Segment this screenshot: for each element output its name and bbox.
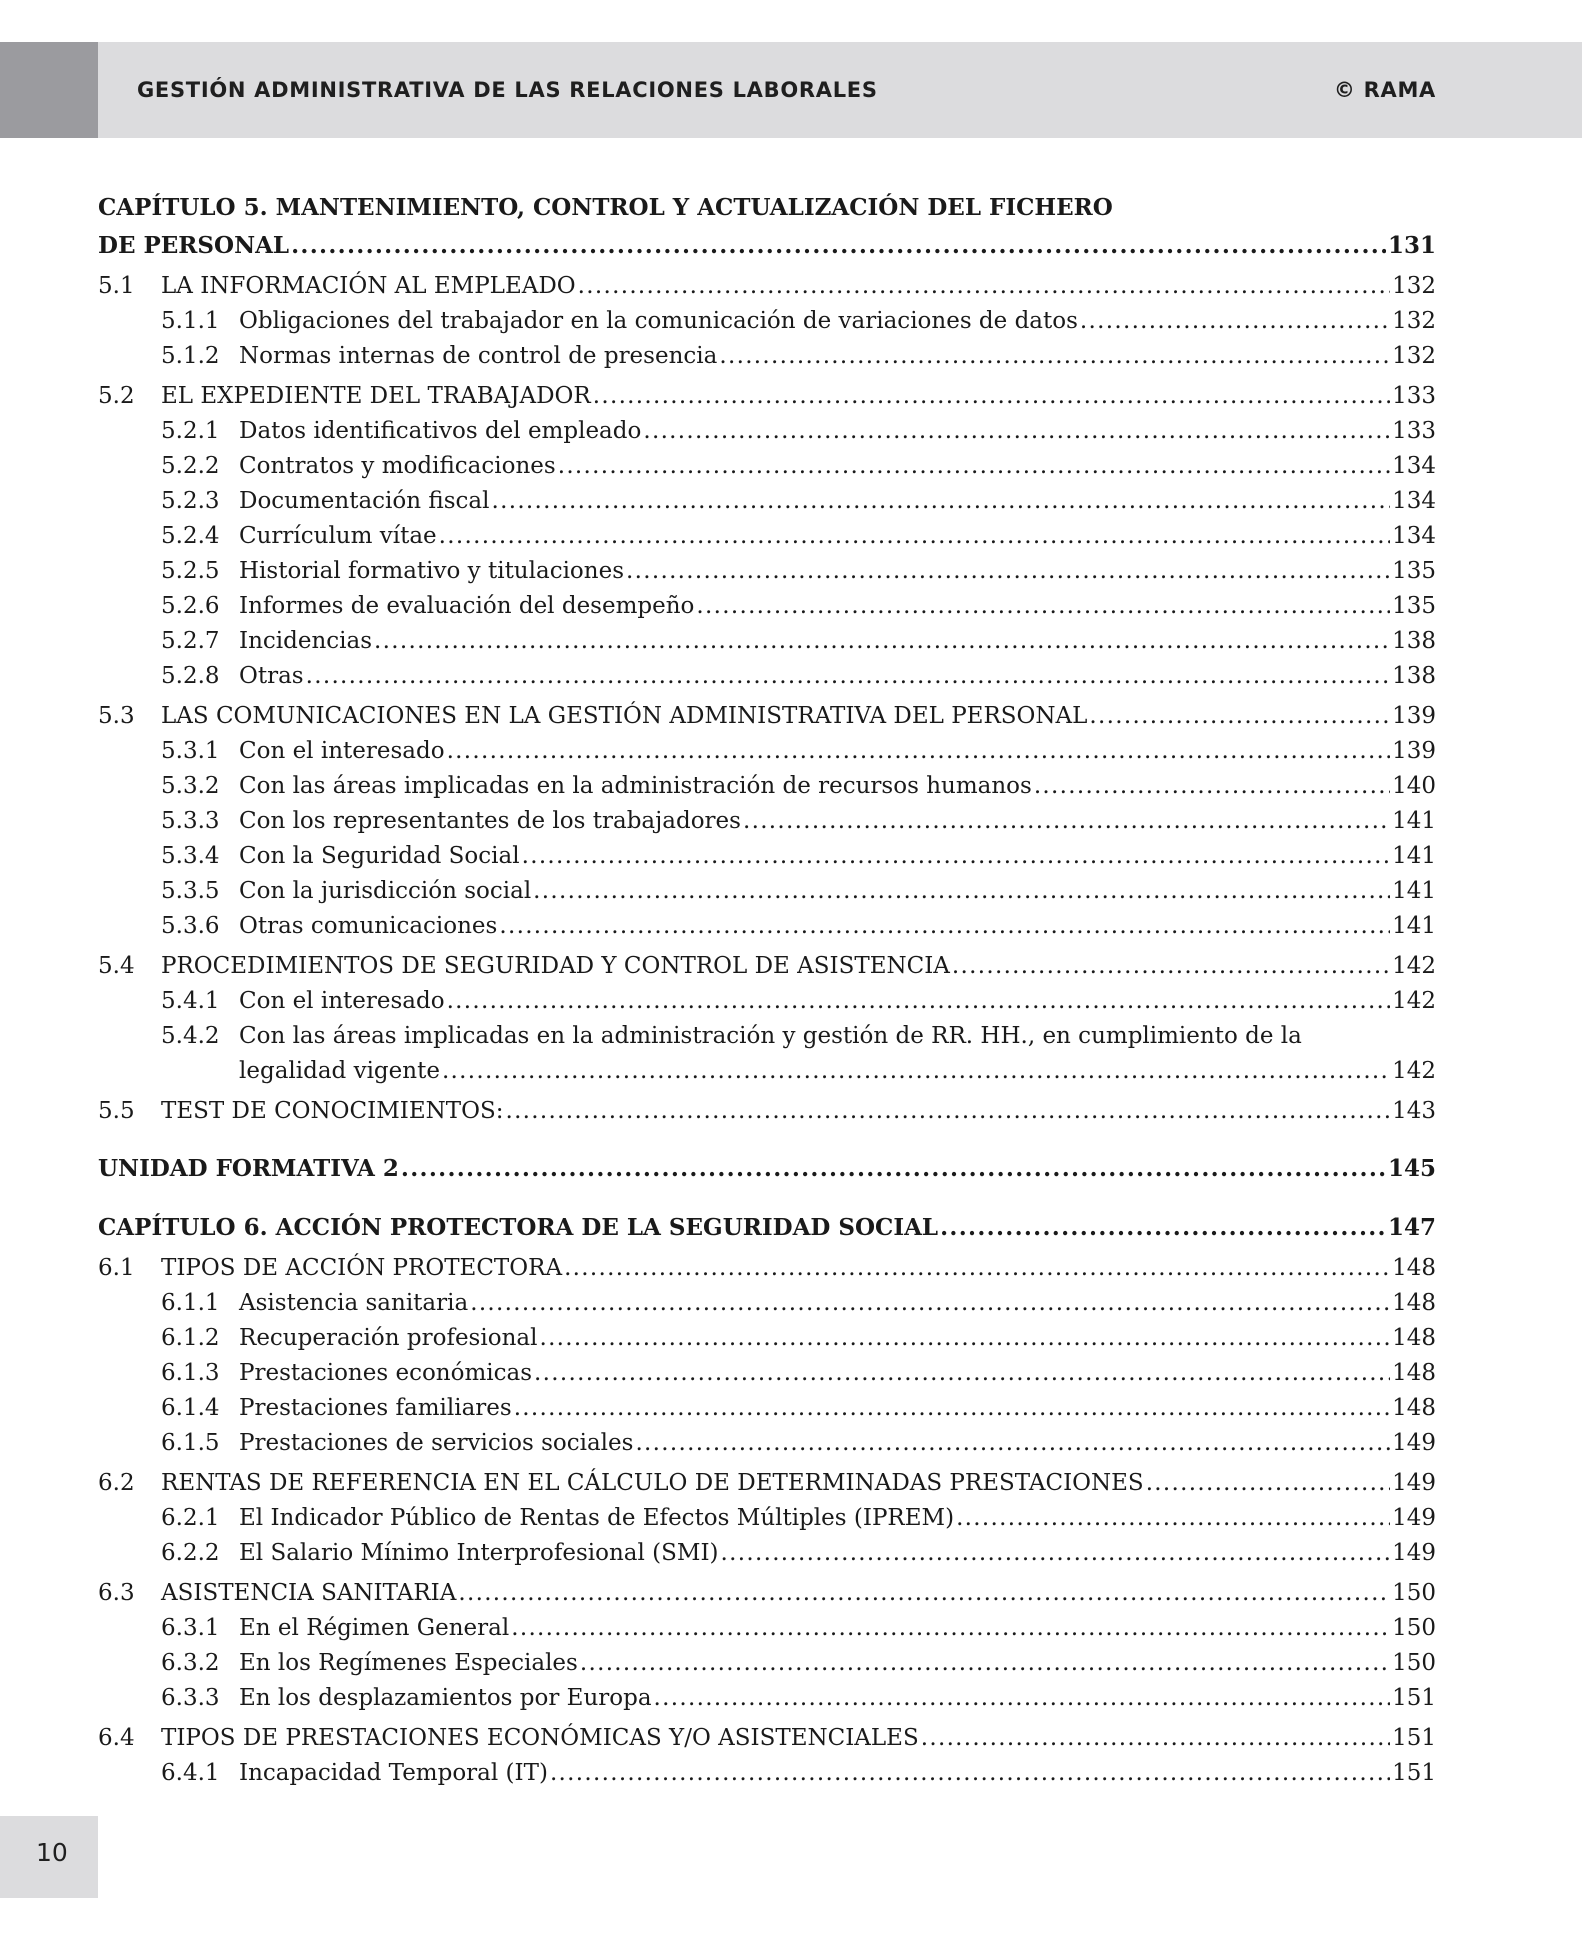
toc-entry-page: 149: [1392, 1470, 1436, 1496]
dot-leader: [442, 1055, 1390, 1087]
toc-entry-page: 132: [1392, 308, 1436, 334]
toc-entry-title: Con las áreas implicadas en la administración y gestión de RR. HH., en cumplimiento de la: [239, 1023, 1302, 1049]
toc-entry-6-1-4[interactable]: [161, 1392, 1436, 1424]
toc-entry-page: 140: [1392, 773, 1436, 799]
toc-entry-title: UNIDAD FORMATIVA 2: [98, 1155, 399, 1182]
toc-entry-unidad-formativa-2[interactable]: [98, 1153, 1436, 1185]
toc-entry-title: Otras comunicaciones: [239, 913, 498, 939]
dot-leader: [401, 1153, 1386, 1185]
toc-entry-page: 142: [1392, 953, 1436, 979]
toc-entry-title: El Indicador Público de Rentas de Efectos Múltiples (IPREM): [239, 1505, 955, 1531]
toc-entry-page: 141: [1392, 913, 1436, 939]
toc-entry-title: Obligaciones del trabajador en la comunicación de variaciones de datos: [239, 308, 1078, 334]
toc-entry-page: 135: [1392, 558, 1436, 584]
toc-entry-5-4[interactable]: [98, 950, 1436, 982]
chapter-5-title-line1: CAPÍTULO 5. MANTENIMIENTO, CONTROL Y ACTUALIZACIÓN DEL FICHERO: [98, 194, 1113, 221]
toc-entry-title: Otras: [239, 663, 304, 689]
dot-leader: [952, 950, 1390, 982]
dot-leader: [721, 1537, 1391, 1569]
dot-leader: [719, 340, 1390, 372]
toc-entry-number: 5.2.2: [161, 453, 220, 479]
toc-entry-5-4-1[interactable]: [161, 985, 1436, 1017]
toc-entry-title: PROCEDIMIENTOS DE SEGURIDAD Y CONTROL DE ASISTENCIA: [161, 953, 950, 979]
toc-entry-title: ASISTENCIA SANITARIA: [161, 1580, 457, 1606]
toc-entry-title: Currículum vítae: [239, 523, 437, 549]
toc-entry-number: 6.1: [98, 1255, 135, 1281]
toc-entry-5-3-4[interactable]: [161, 840, 1436, 872]
toc-entry-number: 5.1.2: [161, 343, 220, 369]
toc-entry-title: Incapacidad Temporal (IT): [239, 1760, 548, 1786]
toc-entry-number: 5.2.8: [161, 663, 220, 689]
toc-entry-6-2[interactable]: [98, 1467, 1436, 1499]
dot-leader: [505, 1095, 1390, 1127]
dot-leader: [921, 1722, 1390, 1754]
toc-entry-5-1-1[interactable]: [161, 305, 1436, 337]
toc-entry-page: 134: [1392, 488, 1436, 514]
toc-entry-page: 148: [1392, 1360, 1436, 1386]
toc-entry-number: 6.2.1: [161, 1505, 220, 1531]
dot-leader: [491, 485, 1390, 517]
toc-entry-number: 6.4: [98, 1725, 135, 1751]
toc-entry-5-1-2[interactable]: [161, 340, 1436, 372]
dot-leader: [534, 1357, 1390, 1389]
dot-leader: [374, 625, 1390, 657]
toc-entry-5-2-3[interactable]: [161, 485, 1436, 517]
dot-leader: [458, 1577, 1390, 1609]
toc-entry-5-2-4[interactable]: [161, 520, 1436, 552]
dot-leader: [696, 590, 1390, 622]
toc-entry-chapter-6[interactable]: [98, 1212, 1436, 1244]
toc-entry-number: 5.3.3: [161, 808, 220, 834]
toc-entry-number: 5.1.1: [161, 308, 220, 334]
toc-entry-number: 5.3.1: [161, 738, 220, 764]
toc-entry-number: 6.3.1: [161, 1615, 220, 1641]
toc-entry-title: EL EXPEDIENTE DEL TRABAJADOR: [161, 383, 591, 409]
toc-entry-5-2-6[interactable]: [161, 590, 1436, 622]
toc-entry-number: 5.2.1: [161, 418, 220, 444]
toc-entry-page: 150: [1392, 1615, 1436, 1641]
toc-entry-number: 5.4.1: [161, 988, 220, 1014]
toc-entry-page: 133: [1392, 418, 1436, 444]
toc-entry-page: 139: [1392, 738, 1436, 764]
dot-leader: [291, 230, 1386, 262]
toc-entry-page: 133: [1392, 383, 1436, 409]
toc-entry-5-2-5[interactable]: [161, 555, 1436, 587]
header-tab: [0, 42, 98, 138]
dot-leader: [743, 805, 1390, 837]
toc-entry-6-2-2[interactable]: [161, 1537, 1436, 1569]
toc-entry-page: 135: [1392, 593, 1436, 619]
toc-entry-page: 149: [1392, 1430, 1436, 1456]
toc-entry-title: LAS COMUNICACIONES EN LA GESTIÓN ADMINISTRATIVA DEL PERSONAL: [161, 703, 1088, 729]
toc-entry-number: 6.1.5: [161, 1430, 220, 1456]
toc-entry-number: 5.3.4: [161, 843, 220, 869]
toc-entry-page: 151: [1392, 1760, 1436, 1786]
running-header-publisher: © RAMA: [1333, 78, 1436, 102]
dot-leader: [1146, 1467, 1390, 1499]
toc-entry-number: 6.2: [98, 1470, 135, 1496]
toc-entry-number: 5.4: [98, 953, 135, 979]
dot-leader: [514, 1392, 1390, 1424]
dot-leader: [1034, 770, 1390, 802]
toc-entry-5-2-1[interactable]: [161, 415, 1436, 447]
dot-leader: [539, 1322, 1390, 1354]
toc-entry-page: 131: [1387, 232, 1436, 259]
toc-entry-number: 5.3.2: [161, 773, 220, 799]
toc-entry-page: 138: [1392, 663, 1436, 689]
dot-leader: [439, 520, 1390, 552]
toc-entry-6-3-3[interactable]: [161, 1682, 1436, 1714]
toc-entry-5-3-3[interactable]: [161, 805, 1436, 837]
toc-entry-page: 132: [1392, 343, 1436, 369]
toc-entry-title: Recuperación profesional: [239, 1325, 538, 1351]
toc-entry-5-3-6[interactable]: [161, 910, 1436, 942]
toc-entry-5-2-8[interactable]: [161, 660, 1436, 692]
dot-leader: [447, 985, 1391, 1017]
dot-leader: [499, 910, 1390, 942]
toc-entry-title: DE PERSONAL: [98, 232, 290, 259]
toc-entry-title: CAPÍTULO 6. ACCIÓN PROTECTORA DE LA SEGURIDAD SOCIAL: [98, 1214, 939, 1241]
dot-leader: [564, 1252, 1390, 1284]
toc-entry-title: Asistencia sanitaria: [239, 1290, 469, 1316]
toc-entry-title: Datos identificativos del empleado: [239, 418, 642, 444]
toc-entry-title: Con las áreas implicadas en la administración de recursos humanos: [239, 773, 1032, 799]
toc-entry-title: Historial formativo y titulaciones: [239, 558, 625, 584]
toc-entry-page: 147: [1387, 1214, 1436, 1241]
toc-entry-page: 132: [1392, 273, 1436, 299]
toc-entry-page: 142: [1392, 1058, 1436, 1084]
toc-entry-5-4-2-line1[interactable]: [161, 1020, 1302, 1052]
toc-entry-title: En el Régimen General: [239, 1615, 510, 1641]
dot-leader: [580, 1647, 1390, 1679]
toc-entry-6-4-1[interactable]: [161, 1757, 1436, 1789]
toc-entry-number: 6.4.1: [161, 1760, 220, 1786]
toc-entry-title-continued: legalidad vigente: [239, 1058, 440, 1084]
dot-leader: [511, 1612, 1390, 1644]
toc-entry-6-3-2[interactable]: [161, 1647, 1436, 1679]
toc-entry-page: 142: [1392, 988, 1436, 1014]
toc-entry-number: 6.1.4: [161, 1395, 220, 1421]
toc-entry-title: Con los representantes de los trabajadores: [239, 808, 741, 834]
toc-entry-title: Con el interesado: [239, 988, 445, 1014]
dot-leader: [470, 1287, 1390, 1319]
dot-leader: [956, 1502, 1390, 1534]
toc-entry-chapter-5[interactable]: [98, 230, 1436, 262]
toc-entry-5-3-1[interactable]: [161, 735, 1436, 767]
toc-entry-title: LA INFORMACIÓN AL EMPLEADO: [161, 273, 576, 299]
dot-leader: [1089, 700, 1390, 732]
dot-leader: [643, 415, 1390, 447]
toc-entry-5-2-7[interactable]: [161, 625, 1436, 657]
toc-entry-page: 148: [1392, 1255, 1436, 1281]
toc-entry-page: 149: [1392, 1505, 1436, 1531]
toc-entry-page: 134: [1392, 453, 1436, 479]
toc-entry-page: 143: [1392, 1098, 1436, 1124]
toc-entry-title: Prestaciones económicas: [239, 1360, 533, 1386]
toc-entry-6-1[interactable]: [98, 1252, 1436, 1284]
toc-entry-page: 148: [1392, 1290, 1436, 1316]
toc-entry-number: 5.5: [98, 1098, 135, 1124]
toc-entry-title: Incidencias: [239, 628, 373, 654]
dot-leader: [940, 1212, 1386, 1244]
toc-entry-5-3-5[interactable]: [161, 875, 1436, 907]
toc-entry-title: Normas internas de control de presencia: [239, 343, 718, 369]
toc-entry-title: Prestaciones de servicios sociales: [239, 1430, 634, 1456]
dot-leader: [522, 840, 1391, 872]
toc-entry-page: 139: [1392, 703, 1436, 729]
toc-entry-5-3[interactable]: [98, 700, 1436, 732]
toc-entry-number: 5.2.5: [161, 558, 220, 584]
dot-leader: [533, 875, 1390, 907]
toc-entry-5-2-2[interactable]: [161, 450, 1436, 482]
toc-entry-title: Contratos y modificaciones: [239, 453, 556, 479]
dot-leader: [1080, 305, 1390, 337]
page-number: 10: [36, 1838, 68, 1867]
toc-entry-page: 149: [1392, 1540, 1436, 1566]
dot-leader: [626, 555, 1390, 587]
toc-entry-title: TIPOS DE ACCIÓN PROTECTORA: [161, 1255, 563, 1281]
toc-entry-number: 6.1.3: [161, 1360, 220, 1386]
toc-entry-number: 6.2.2: [161, 1540, 220, 1566]
toc-entry-page: 151: [1392, 1685, 1436, 1711]
toc-entry-number: 5.2: [98, 383, 135, 409]
toc-entry-title: Prestaciones familiares: [239, 1395, 512, 1421]
toc-entry-title: Con la Seguridad Social: [239, 843, 520, 869]
toc-entry-number: 5.3.6: [161, 913, 220, 939]
toc-entry-title: Documentación fiscal: [239, 488, 490, 514]
toc-entry-number: 5.2.4: [161, 523, 220, 549]
dot-leader: [578, 270, 1390, 302]
dot-leader: [593, 380, 1390, 412]
toc-entry-number: 6.1.1: [161, 1290, 220, 1316]
toc-entry-number: 5.2.7: [161, 628, 220, 654]
toc-entry-title: TIPOS DE PRESTACIONES ECONÓMICAS Y/O ASISTENCIALES: [161, 1725, 919, 1751]
toc-entry-6-3[interactable]: [98, 1577, 1436, 1609]
toc-entry-page: 151: [1392, 1725, 1436, 1751]
toc-entry-5-3-2[interactable]: [161, 770, 1436, 802]
toc-entry-title: Informes de evaluación del desempeño: [239, 593, 695, 619]
toc-entry-number: 6.3.2: [161, 1650, 220, 1676]
toc-entry-5-1[interactable]: [98, 270, 1436, 302]
dot-leader: [306, 660, 1390, 692]
toc-entry-title: RENTAS DE REFERENCIA EN EL CÁLCULO DE DETERMINADAS PRESTACIONES: [161, 1470, 1144, 1496]
dot-leader: [550, 1757, 1390, 1789]
toc-entry-page: 134: [1392, 523, 1436, 549]
dot-leader: [558, 450, 1390, 482]
toc-entry-page: 150: [1392, 1650, 1436, 1676]
toc-entry-6-4[interactable]: [98, 1722, 1436, 1754]
toc-entry-number: 6.1.2: [161, 1325, 220, 1351]
toc-entry-5-5[interactable]: [98, 1095, 1436, 1127]
toc-entry-5-2[interactable]: [98, 380, 1436, 412]
toc-entry-page: 141: [1392, 843, 1436, 869]
toc-entry-number: 5.3.5: [161, 878, 220, 904]
toc-entry-page: 150: [1392, 1580, 1436, 1606]
toc-entry-number: 5.4.2: [161, 1023, 220, 1049]
toc-entry-title: Con la jurisdicción social: [239, 878, 532, 904]
toc-entry-title: En los Regímenes Especiales: [239, 1650, 578, 1676]
toc-entry-6-1-2[interactable]: [161, 1322, 1436, 1354]
toc-entry-title: Con el interesado: [239, 738, 445, 764]
dot-leader: [635, 1427, 1390, 1459]
toc-entry-title: En los desplazamientos por Europa: [239, 1685, 652, 1711]
toc-entry-5-4-2[interactable]: [239, 1055, 1436, 1087]
toc-entry-6-1-1[interactable]: [161, 1287, 1436, 1319]
toc-entry-6-1-3[interactable]: [161, 1357, 1436, 1389]
dot-leader: [654, 1682, 1391, 1714]
toc-entry-page: 148: [1392, 1395, 1436, 1421]
dot-leader: [447, 735, 1391, 767]
toc-entry-number: 6.3.3: [161, 1685, 220, 1711]
toc-entry-number: 6.3: [98, 1580, 135, 1606]
toc-entry-page: 141: [1392, 808, 1436, 834]
toc-entry-6-3-1[interactable]: [161, 1612, 1436, 1644]
toc-entry-page: 138: [1392, 628, 1436, 654]
toc-entry-number: 5.2.3: [161, 488, 220, 514]
toc-entry-6-1-5[interactable]: [161, 1427, 1436, 1459]
toc-entry-page: 145: [1387, 1155, 1436, 1182]
toc-entry-page: 141: [1392, 878, 1436, 904]
toc-entry-title: El Salario Mínimo Interprofesional (SMI): [239, 1540, 719, 1566]
running-header-title: GESTIÓN ADMINISTRATIVA DE LAS RELACIONES LABORALES: [137, 78, 878, 102]
toc-entry-6-2-1[interactable]: [161, 1502, 1436, 1534]
toc-entry-page: 148: [1392, 1325, 1436, 1351]
toc-entry-number: 5.2.6: [161, 593, 220, 619]
toc-entry-number: 5.3: [98, 703, 135, 729]
toc-entry-number: 5.1: [98, 273, 135, 299]
toc-entry-title: TEST DE CONOCIMIENTOS:: [161, 1098, 504, 1124]
